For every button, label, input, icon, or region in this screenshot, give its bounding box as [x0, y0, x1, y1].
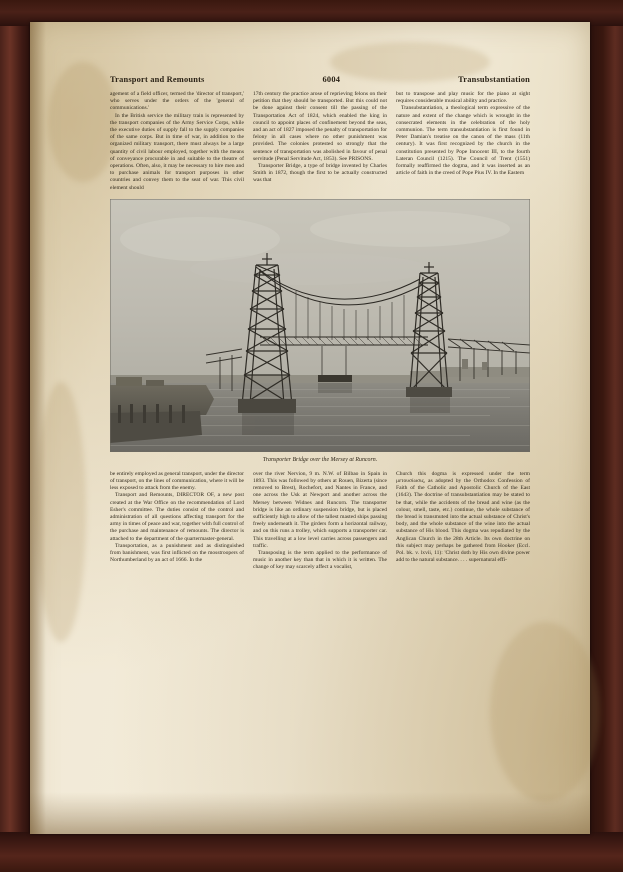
- top-columns: [110, 91, 530, 192]
- page-content: [110, 75, 530, 664]
- column-4: [110, 471, 244, 572]
- paragraph: Transportation, as a punishment and as distinguished from banishment, was first inflicted on the mosstroopers of Northumberland by an act of 1666. In the: [110, 542, 244, 564]
- paragraph: Transporter Bridge, a type of bridge invented by Charles Smith in 1872, though the first to be actually constructed was that: [253, 163, 387, 184]
- column-2: [253, 91, 387, 192]
- page-bottom-shadow: [30, 792, 590, 834]
- page-gutter-shadow: [30, 22, 46, 834]
- paragraph: agement of a field officer, termed the 'director of transport,' who serves under the orders of the 'general of communications.': [110, 91, 244, 112]
- page-bottom-margin: [110, 572, 530, 664]
- paragraph: Transport and Remounts, DIRECTOR OF, a new post created at the War Office on the recommendation of Lord Esher's committee. The duties consist of the control and administration of all questions affecting transport for the army in times of peace and war, together with full control of the purchase and maintenance of remounts. The director is attached to the department of the quartermaster-general.: [110, 492, 244, 542]
- paragraph: In the British service the military train is represented by the transport companies of the Army Service Corps, while the executive duties of supply fall to the supply companies of the same corps. But in time of war, in addition to the organized military transport, there must always be a large quantity of civil labour employed, together with the means of conveyance procurable in and suitable to the theatre of operations. Often, also, it may be necessary to hire men and to purchase animals for transport purposes in other countries and convey them to the seat of war. This civil element should: [110, 112, 244, 191]
- transporter-bridge-photograph: [110, 199, 530, 452]
- column-6: [396, 471, 530, 572]
- running-head: [110, 75, 530, 84]
- column-3: [396, 91, 530, 192]
- running-head-right: Transubstantiation: [458, 75, 530, 84]
- column-5: [253, 471, 387, 572]
- column-1: [110, 91, 244, 192]
- paragraph: over the river Nervion, 9 m. N.W. of Bilbao in Spain in 1893. This was followed by others at Rouen, Bizerta (since removed to Brest), Rochefort, and Nantes in France, and one across the Usk at Newport and another across the Mersey between Widnes and Runcorn. The transporter bridge is like an ordinary suspension bridge, but is placed sufficiently high to allow of the tallest masted ships passing freely underneath it. The girders form a horizontal railway, and on this runs a trolley, which supports a transporter car. This travelling at a low level carries across passengers and traffic.: [253, 470, 387, 549]
- paragraph: but to transpose and play music for the piano at sight requires considerable musical ability and practice.: [396, 91, 530, 105]
- paragraph: Church this dogma is expressed under the term μετουσίωσις, as adopted by the Orthodox Confession of Faith of the Catholic and Apostolic Church of the East (1643). The doctrine of transubstantiation may be stated to be that, while the accidents of the bread and wine (as the colour, smell, taste, etc.) continue, the whole substance of the bread is transmuted into the actual substance of Christ's body, and the whole substance of the wine into the actual substance of His blood. This dogma was repudiated by the Anglican Church in the 28th Article. Its own doctrine on this subject may perhaps be gathered from Hooker (Eccl. Pol. bk. v. lxvii, 11): 'Christ doth by His own divine power add to the natural substance. . . . supernatural effi-: [396, 470, 530, 564]
- running-head-left: Transport and Remounts: [110, 75, 205, 84]
- book-cover-bottom: [0, 832, 623, 872]
- page-number: 6004: [322, 75, 341, 84]
- paragraph: Transposing is the term applied to the performance of music in another key than that in which it is written. The change of key may scarcely affect a vocalist,: [253, 550, 387, 571]
- figure: [110, 199, 530, 463]
- paragraph: be entirely employed as general transport, under the director of transport, on the lines of communication, where it will be less exposed to attack from the enemy.: [110, 470, 244, 492]
- paragraph: Transubstantiation, a theological term expressive of the nature and extent of the change which is wrought in the consecrated elements in the celebration of the holy communion. The term transubstantiation is first found in Peter Damian's treatise on the canon of the mass (11th century). It was first recognized by the church in the constitution presented by Pope Innocent III, to the fourth Lateran Council (1215). The Council of Trent (1551) formally reaffirmed the dogma, and it was inserted as an article of faith in the creed of Pope Pius IV. In the Eastern: [396, 105, 530, 177]
- figure-caption: Transporter Bridge over the Mersey at Runcorn.: [262, 456, 378, 463]
- paragraph: 17th century the practice arose of reprieving felons on their petition that they should be transported. But this could not be done against their consent till the passing of the Transportation Act of 1824, which enabled the king in council to appoint places of confinement beyond the seas, and an act of 1827 imposed the penalty of transportation for felony in all cases where no other punishment was provided. The colonies protested so strongly that the sentence of transportation was abolished in favour of penal servitude (Penal Servitude Act, 1853). See PRISONS.: [253, 91, 387, 162]
- bottom-columns: [110, 471, 530, 572]
